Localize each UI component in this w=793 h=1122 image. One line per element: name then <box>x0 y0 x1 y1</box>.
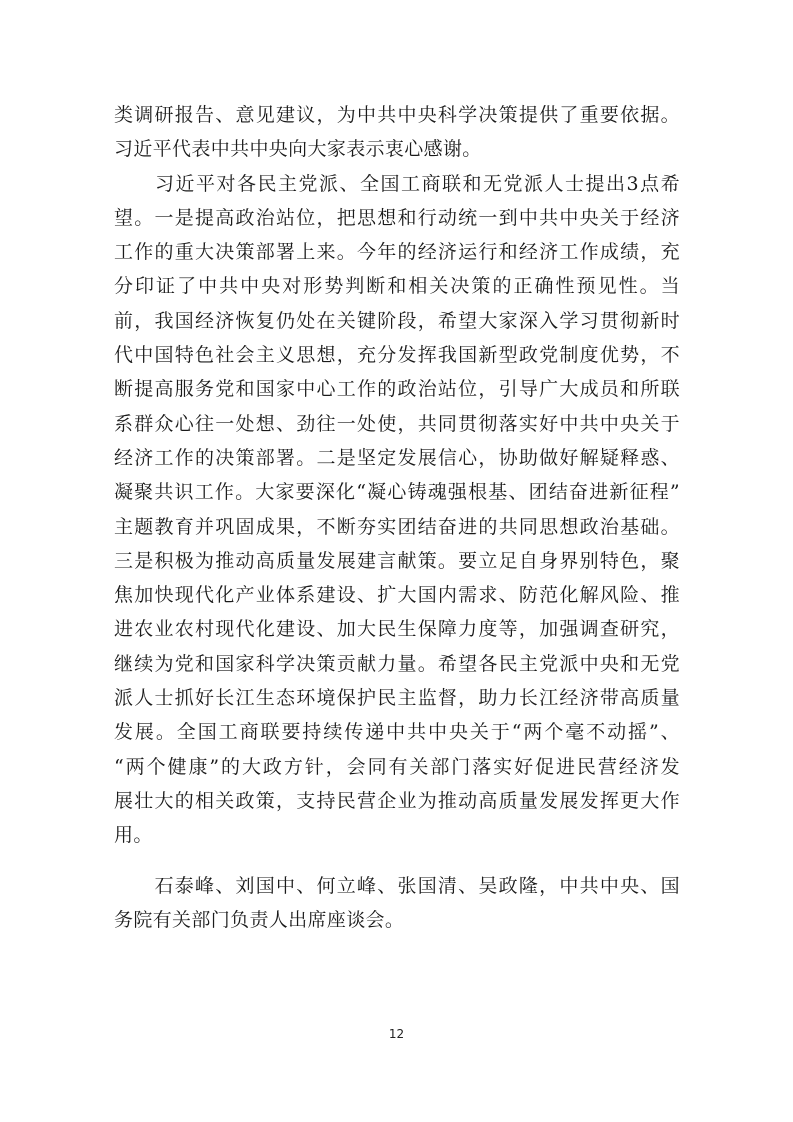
text-line: 工作的重大决策部署上来。今年的经济运行和经济工作成绩，充 <box>114 241 680 264</box>
text-line: 主题教育并巩固成果，不断夯实团结奋进的共同思想政治基础。 <box>114 515 680 538</box>
text-line: 断提高服务党和国家中心工作的政治站位，引导广大成员和所联 <box>114 378 680 401</box>
text-line: 派人士抓好长江生态环境保护民主监督，助力长江经济带高质量 <box>114 687 680 710</box>
text-line: 凝聚共识工作。大家要深化“凝心铸魂强根基、团结奋进新征程” <box>114 481 680 504</box>
page-number: 12 <box>388 1027 405 1041</box>
text-line: 继续为党和国家科学决策贡献力量。希望各民主党派中央和无党 <box>114 652 680 675</box>
text-line: 代中国特色社会主义思想，充分发挥我国新型政党制度优势，不 <box>114 344 680 367</box>
text-line: 习近平对各民主党派、全国工商联和无党派人士提出3点希 <box>114 172 680 195</box>
paragraph-1 <box>114 98 680 167</box>
text-line: 习近平代表中共中央向大家表示衷心感谢。 <box>114 138 482 161</box>
paragraph-3 <box>114 869 680 938</box>
text-line: 用。 <box>114 824 153 847</box>
text-line: 经济工作的决策部署。二是坚定发展信心，协助做好解疑释惑、 <box>114 446 680 469</box>
text-line: 三是积极为推动高质量发展建言献策。要立足自身界别特色，聚 <box>114 549 680 572</box>
text-line: 系群众心往一处想、劲往一处使，共同贯彻落实好中共中央关于 <box>114 412 680 435</box>
text-line: 望。一是提高政治站位，把思想和行动统一到中共中央关于经济 <box>114 206 680 229</box>
body-text <box>114 98 680 937</box>
text-line: 发展。全国工商联要持续传递中共中央关于“两个毫不动摇”、 <box>114 721 680 744</box>
text-line: 石泰峰、刘国中、何立峰、张国清、吴政隆，中共中央、国 <box>114 874 680 897</box>
text-line: 务院有关部门负责人出席座谈会。 <box>114 908 405 931</box>
text-line: 进农业农村现代化建设、加大民生保障力度等，加强调查研究， <box>114 618 680 641</box>
text-line: 焦加快现代化产业体系建设、扩大国内需求、防范化解风险、推 <box>114 584 680 607</box>
paragraph-2 <box>114 167 680 853</box>
paragraph-gap <box>114 853 680 869</box>
text-line: 前，我国经济恢复仍处在关键阶段，希望大家深入学习贯彻新时 <box>114 309 680 332</box>
text-line: 分印证了中共中央对形势判断和相关决策的正确性预见性。当 <box>114 275 680 298</box>
text-line: 类调研报告、意见建议，为中共中央科学决策提供了重要依据。 <box>114 104 680 126</box>
text-line: 展壮大的相关政策，支持民营企业为推动高质量发展发挥更大作 <box>114 789 680 812</box>
text-line: “两个健康”的大政方针，会同有关部门落实好促进民营经济发 <box>114 755 680 778</box>
